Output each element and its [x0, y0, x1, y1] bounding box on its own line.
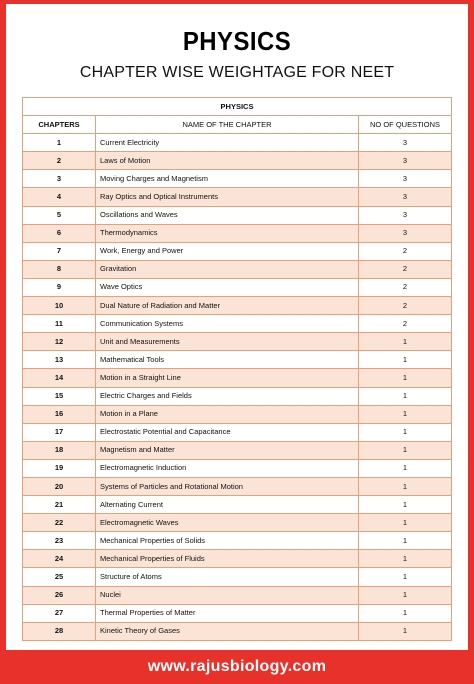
chapter-number-cell: 20	[23, 477, 96, 495]
chapter-name-cell: Mechanical Properties of Solids	[96, 532, 359, 550]
chapter-name-cell: Current Electricity	[96, 134, 359, 152]
table-row	[23, 441, 452, 459]
question-count-cell: 1	[359, 351, 452, 369]
weightage-table-container	[22, 97, 451, 641]
chapter-name-cell: Communication Systems	[96, 315, 359, 333]
question-count-cell: 3	[359, 206, 452, 224]
chapter-number-cell: 21	[23, 496, 96, 514]
table-body	[23, 134, 452, 641]
chapter-name-cell: Oscillations and Waves	[96, 206, 359, 224]
question-count-cell: 1	[359, 477, 452, 495]
column-header-questions: NO OF QUESTIONS	[359, 116, 452, 134]
chapter-number-cell: 5	[23, 206, 96, 224]
table-row	[23, 188, 452, 206]
table-row	[23, 315, 452, 333]
table-row	[23, 496, 452, 514]
chapter-name-cell: Thermodynamics	[96, 224, 359, 242]
chapter-name-cell: Electromagnetic Waves	[96, 514, 359, 532]
chapter-number-cell: 13	[23, 351, 96, 369]
question-count-cell: 1	[359, 550, 452, 568]
table-row	[23, 369, 452, 387]
question-count-cell: 3	[359, 152, 452, 170]
chapter-name-cell: Dual Nature of Radiation and Matter	[96, 297, 359, 315]
chapter-name-cell: Work, Energy and Power	[96, 242, 359, 260]
table-header-row	[23, 116, 452, 134]
question-count-cell: 1	[359, 586, 452, 604]
question-count-cell: 1	[359, 387, 452, 405]
weightage-table	[22, 97, 452, 641]
chapter-number-cell: 25	[23, 568, 96, 586]
chapter-number-cell: 15	[23, 387, 96, 405]
table-row	[23, 170, 452, 188]
table-row	[23, 405, 452, 423]
question-count-cell: 1	[359, 568, 452, 586]
page-subtitle: CHAPTER WISE WEIGHTAGE FOR NEET	[79, 64, 395, 81]
table-row	[23, 333, 452, 351]
chapter-number-cell: 24	[23, 550, 96, 568]
chapter-name-cell: Magnetism and Matter	[96, 441, 359, 459]
question-count-cell: 1	[359, 496, 452, 514]
question-count-cell: 2	[359, 315, 452, 333]
table-row	[23, 423, 452, 441]
chapter-number-cell: 11	[23, 315, 96, 333]
chapter-name-cell: Ray Optics and Optical Instruments	[96, 188, 359, 206]
chapter-number-cell: 9	[23, 278, 96, 296]
chapter-number-cell: 8	[23, 260, 96, 278]
chapter-number-cell: 19	[23, 459, 96, 477]
table-row	[23, 260, 452, 278]
question-count-cell: 1	[359, 532, 452, 550]
chapter-number-cell: 4	[23, 188, 96, 206]
chapter-name-cell: Gravitation	[96, 260, 359, 278]
chapter-name-cell: Mathematical Tools	[96, 351, 359, 369]
table-caption: PHYSICS	[23, 98, 452, 116]
chapter-name-cell: Structure of Atoms	[96, 568, 359, 586]
question-count-cell: 1	[359, 459, 452, 477]
table-row	[23, 604, 452, 622]
table-row	[23, 152, 452, 170]
chapter-number-cell: 23	[23, 532, 96, 550]
question-count-cell: 2	[359, 260, 452, 278]
table-row	[23, 622, 452, 640]
table-row	[23, 134, 452, 152]
table-row	[23, 278, 452, 296]
table-row	[23, 242, 452, 260]
table-row	[23, 224, 452, 242]
table-row	[23, 459, 452, 477]
chapter-number-cell: 10	[23, 297, 96, 315]
table-row	[23, 532, 452, 550]
chapter-number-cell: 22	[23, 514, 96, 532]
chapter-number-cell: 27	[23, 604, 96, 622]
table-row	[23, 297, 452, 315]
table-row	[23, 586, 452, 604]
chapter-number-cell: 17	[23, 423, 96, 441]
table-caption-row	[23, 98, 452, 116]
chapter-name-cell: Motion in a Plane	[96, 405, 359, 423]
chapter-name-cell: Electrostatic Potential and Capacitance	[96, 423, 359, 441]
question-count-cell: 3	[359, 170, 452, 188]
chapter-name-cell: Systems of Particles and Rotational Motion	[96, 477, 359, 495]
chapter-name-cell: Electric Charges and Fields	[96, 387, 359, 405]
question-count-cell: 3	[359, 188, 452, 206]
question-count-cell: 1	[359, 441, 452, 459]
chapter-number-cell: 26	[23, 586, 96, 604]
question-count-cell: 3	[359, 224, 452, 242]
chapter-number-cell: 14	[23, 369, 96, 387]
chapter-number-cell: 7	[23, 242, 96, 260]
chapter-number-cell: 2	[23, 152, 96, 170]
chapter-number-cell: 12	[23, 333, 96, 351]
question-count-cell: 2	[359, 278, 452, 296]
question-count-cell: 2	[359, 242, 452, 260]
chapter-number-cell: 1	[23, 134, 96, 152]
question-count-cell: 3	[359, 134, 452, 152]
chapter-name-cell: Wave Optics	[96, 278, 359, 296]
table-row	[23, 351, 452, 369]
question-count-cell: 1	[359, 333, 452, 351]
table-row	[23, 206, 452, 224]
table-row	[23, 477, 452, 495]
chapter-number-cell: 28	[23, 622, 96, 640]
column-header-chapter-name: NAME OF THE CHAPTER	[96, 116, 359, 134]
chapter-number-cell: 18	[23, 441, 96, 459]
chapter-number-cell: 16	[23, 405, 96, 423]
chapter-name-cell: Alternating Current	[96, 496, 359, 514]
chapter-name-cell: Thermal Properties of Matter	[96, 604, 359, 622]
question-count-cell: 1	[359, 369, 452, 387]
chapter-name-cell: Laws of Motion	[96, 152, 359, 170]
question-count-cell: 1	[359, 622, 452, 640]
table-row	[23, 568, 452, 586]
table-row	[23, 550, 452, 568]
chapter-number-cell: 6	[23, 224, 96, 242]
column-header-chapters: CHAPTERS	[23, 116, 96, 134]
chapter-name-cell: Moving Charges and Magnetism	[96, 170, 359, 188]
footer-url[interactable]: www.rajusbiology.com	[147, 658, 327, 675]
table-row	[23, 387, 452, 405]
chapter-name-cell: Electromagnetic Induction	[96, 459, 359, 477]
table-row	[23, 514, 452, 532]
chapter-name-cell: Unit and Measurements	[96, 333, 359, 351]
chapter-number-cell: 3	[23, 170, 96, 188]
page-title: PHYSICS	[182, 26, 292, 56]
chapter-name-cell: Motion in a Straight Line	[96, 369, 359, 387]
question-count-cell: 1	[359, 604, 452, 622]
question-count-cell: 1	[359, 423, 452, 441]
chapter-name-cell: Nuclei	[96, 586, 359, 604]
question-count-cell: 1	[359, 514, 452, 532]
question-count-cell: 2	[359, 297, 452, 315]
footer-banner	[0, 650, 474, 684]
chapter-name-cell: Kinetic Theory of Gases	[96, 622, 359, 640]
question-count-cell: 1	[359, 405, 452, 423]
chapter-name-cell: Mechanical Properties of Fluids	[96, 550, 359, 568]
